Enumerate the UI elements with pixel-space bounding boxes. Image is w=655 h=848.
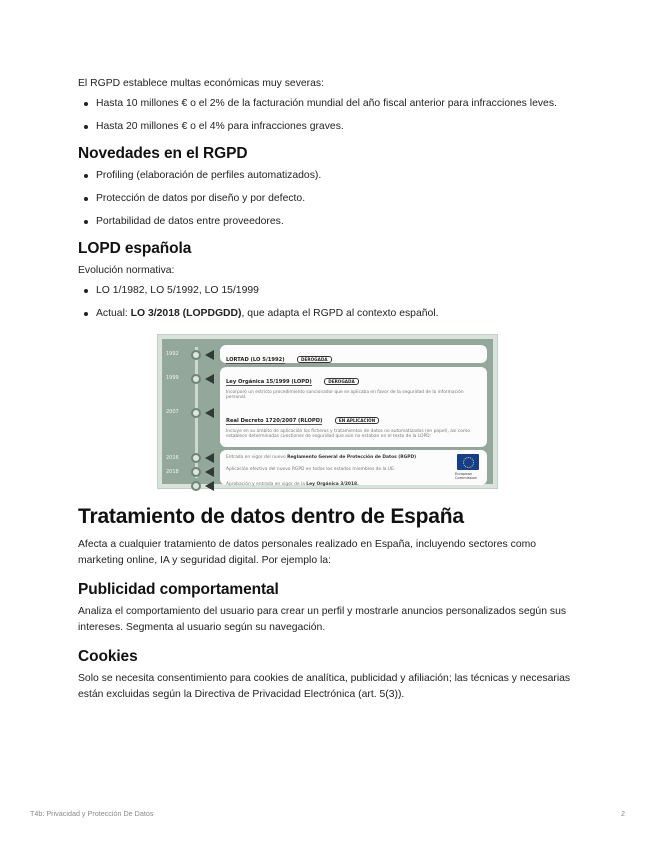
timeline-node: [191, 481, 201, 491]
lopd-intro: Evolución normativa:: [78, 265, 175, 276]
eu-commission-label: European Commission: [455, 472, 477, 480]
timeline-pointer-icon: [205, 350, 214, 360]
novedades-list: [78, 168, 578, 230]
timeline-card-title: Real Decreto 1720/2007 (RLOPD): [226, 417, 323, 424]
timeline-card-text: Incorporó un estricto procedimiento sancionador que se aplicaba en favor de la seguridad de la información personal.: [226, 390, 464, 401]
lopd-actual-prefix: Actual:: [96, 308, 131, 319]
lopd-timeline-figure: [157, 334, 498, 489]
timeline-card-title: Ley Orgánica 15/1999 (LOPD): [226, 379, 312, 385]
timeline-node: [191, 350, 201, 360]
publicidad-text: Analiza el comportamiento del usuario para crear un perfil y mostrarle anuncios personalizados según sus intereses. Segmenta al usuario según su navegación.: [78, 606, 567, 633]
timeline-text-prefix: Entrada en vigor del nuevo: [226, 455, 288, 460]
lopd-list: [78, 283, 578, 322]
timeline-card-title: LORTAD (LO 5/1992): [226, 357, 285, 363]
timeline-year: 2018: [166, 469, 179, 475]
timeline-node: [191, 453, 201, 463]
fines-list: [78, 96, 578, 135]
tratamiento-heading: Tratamiento de datos dentro de España: [78, 505, 464, 528]
timeline-year: 1992: [166, 351, 179, 357]
cookies-heading: Cookies: [78, 648, 138, 665]
timeline-pointer-icon: [205, 467, 214, 477]
timeline-pointer-icon: [205, 408, 214, 418]
timeline-year: 2007: [166, 409, 179, 415]
lopd-heading: LOPD española: [78, 240, 192, 257]
timeline-pointer-icon: [205, 481, 214, 491]
status-badge: EN APLICACIÓN: [335, 417, 379, 424]
timeline-text-prefix: Aprobación y entrada en vigor de la: [226, 482, 307, 487]
eu-flag-icon: [457, 454, 479, 470]
timeline-pointer-icon: [205, 374, 214, 384]
list-item: LO 1/1982, LO 5/1992, LO 15/1999: [78, 283, 578, 299]
timeline-background: [162, 339, 493, 487]
novedades-heading: Novedades en el RGPD: [78, 145, 248, 162]
list-item: Profiling (elaboración de perfiles automatizados).: [78, 168, 578, 184]
page-number: 2: [621, 809, 625, 818]
page-content: [78, 76, 578, 703]
cookies-text: Solo se necesita consentimiento para cookies de analítica, publicidad y afiliación; las técnicas y necesarias están excluidas según la Directiva de Privacidad Electrónica (art. 5(3)).: [78, 673, 571, 700]
list-item: Hasta 20 millones € o el 4% para infracciones graves.: [78, 119, 578, 135]
lopd-actual-law: LO 3/2018 (LOPDGDD): [130, 308, 242, 319]
timeline-card-text: Incluye en su ámbito de aplicación los ficheros y tratamientos de datos no automatizados (en papel), así como establece determinadas cuestiones de seguridad que aún no estaban en el texto de la LOPD.: [226, 428, 470, 440]
list-item: Portabilidad de datos entre proveedores.: [78, 214, 578, 230]
tratamiento-text: Afecta a cualquier tratamiento de datos personales realizado en España, incluyendo sectores como marketing online, IA y seguridad digital. Por ejemplo la:: [78, 539, 537, 566]
timeline-card-text: [226, 455, 481, 460]
footer-document-title: T4b: Privacidad y Protección De Datos: [30, 809, 154, 818]
timeline-year: 1999: [166, 375, 179, 381]
timeline-card-lortad: [220, 345, 487, 363]
lopd-actual-suffix: , que adapta el RGPD al contexto español.: [241, 308, 439, 319]
timeline-node: [191, 374, 201, 384]
timeline-pointer-icon: [205, 453, 214, 463]
list-item: Protección de datos por diseño y por defecto.: [78, 191, 578, 207]
timeline-node: [191, 467, 201, 477]
timeline-card-text: Aplicación efectiva del nuevo RGPD en todos los estados miembros de la UE.: [226, 467, 396, 473]
timeline-node: [191, 408, 201, 418]
timeline-text-bold: Reglamento General de Protección de Datos (RGPD): [287, 455, 417, 460]
list-item: Hasta 10 millones € o el 2% de la facturación mundial del año fiscal anterior para infracciones leves.: [78, 96, 578, 112]
status-badge: DEROGADA: [324, 378, 359, 385]
timeline-year: 2016: [166, 455, 179, 461]
status-badge: DEROGADA: [297, 356, 332, 363]
timeline-card-lopd-rlopd: [220, 367, 487, 447]
timeline-text-bold: Ley Orgánica 3/2018.: [306, 482, 359, 487]
timeline-card-rgpd: [220, 450, 487, 485]
list-item: [78, 306, 578, 322]
timeline-lopdgdd-text: [226, 482, 359, 487]
fines-intro: El RGPD establece multas económicas muy severas:: [78, 78, 325, 89]
publicidad-heading: Publicidad comportamental: [78, 581, 279, 598]
